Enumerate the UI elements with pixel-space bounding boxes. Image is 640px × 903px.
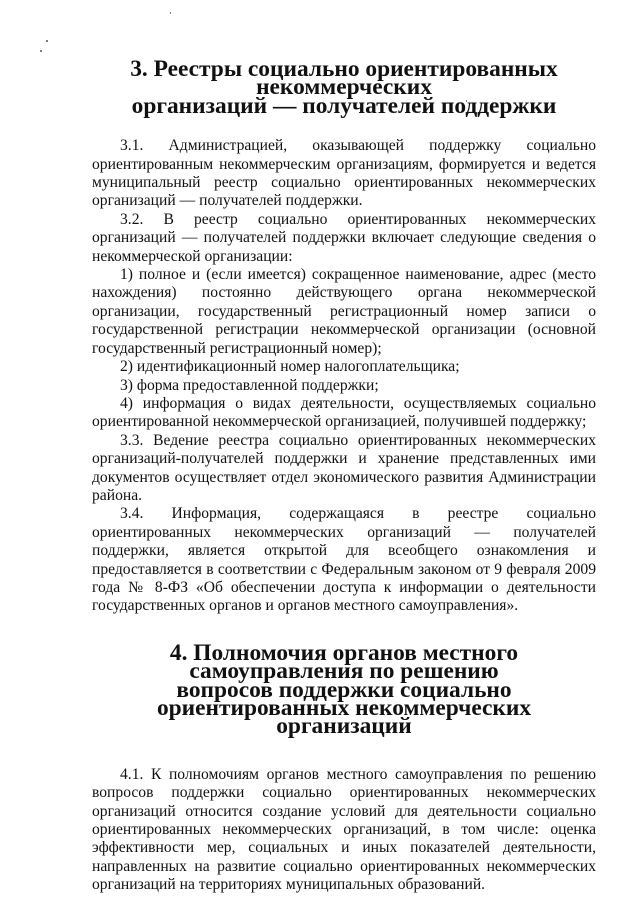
- list-item-4: 4) информация о видах деятельности, осуществляемых социально ориентированной некоммерческой организацией, получившей поддержку;: [92, 394, 596, 431]
- paragraph-3-2: 3.2. В реестр социально ориентированных некоммерческих организаций — получателей поддержки включает следующие сведения о некоммерческой организации:: [92, 210, 596, 265]
- list-item-1: 1) полное и (если имеется) сокращенное наименование, адрес (место нахождения) постоянно действующего органа некоммерческой организации, государственный регистрационный номер записи о государственной регистрации некоммерческой организации (основной государственный регистрационный номер);: [92, 266, 596, 357]
- scan-speck: [46, 40, 48, 42]
- section-4-heading-line: вопросов поддержки социально ориентированных некоммерческих: [156, 676, 532, 721]
- section-3-heading-line: 3. Реестры социально ориентированных некоммерческих: [130, 56, 558, 101]
- section-3-heading-line: организаций — получателей поддержки: [131, 92, 557, 119]
- list-item-3: 3) форма предоставленной поддержки;: [120, 376, 379, 394]
- section-4-heading: [92, 639, 596, 740]
- scan-speck: [40, 50, 42, 52]
- paragraph-4-1: 4.1. К полномочиям органов местного самоуправления по решению вопросов поддержки социально ориентированных некоммерческих организаций относится создание условий для деятельности социально ориентированных некоммерческих организаций, в том числе: оценка эффективности мер, социальных и иных показателей деятельности, направленных на развитие социально ориентированных некоммерческих организаций на территориях муниципальных образований.: [92, 765, 596, 894]
- section-4-heading-line: организаций: [276, 713, 412, 740]
- section-4-heading-line: 4. Полномочия органов местного самоуправления по решению: [169, 639, 519, 685]
- document-body: [92, 56, 596, 895]
- list-item-2: 2) идентификационный номер налогоплательщика;: [120, 358, 460, 376]
- paragraph-3-4: 3.4. Информация, содержащаяся в реестре социально ориентированных некоммерческих организаций — получателей поддержки, является открытой для всеобщего ознакомления и предоставляется в соответствии с Федеральным законом от 9 февраля 2009 года № 8-ФЗ «Об обеспечении доступа к информации о деятельности государственных органов и органов местного самоуправления».: [92, 505, 596, 615]
- scan-speck: [170, 12, 171, 14]
- paragraph-3-1: 3.1. Администрацией, оказывающей поддержку социально ориентированным некоммерческим организациям, формируется и ведется муниципальный реестр социально ориентированных некоммерческих организаций — получателей поддержки.: [92, 137, 596, 210]
- paragraph-3-3: 3.3. Ведение реестра социально ориентированных некоммерческих организаций-получателей поддержки и хранение представленных ими документов осуществляет отдел экономического развития Администрации района.: [92, 431, 596, 504]
- section-3-heading: [92, 56, 596, 119]
- spacer: [92, 736, 596, 766]
